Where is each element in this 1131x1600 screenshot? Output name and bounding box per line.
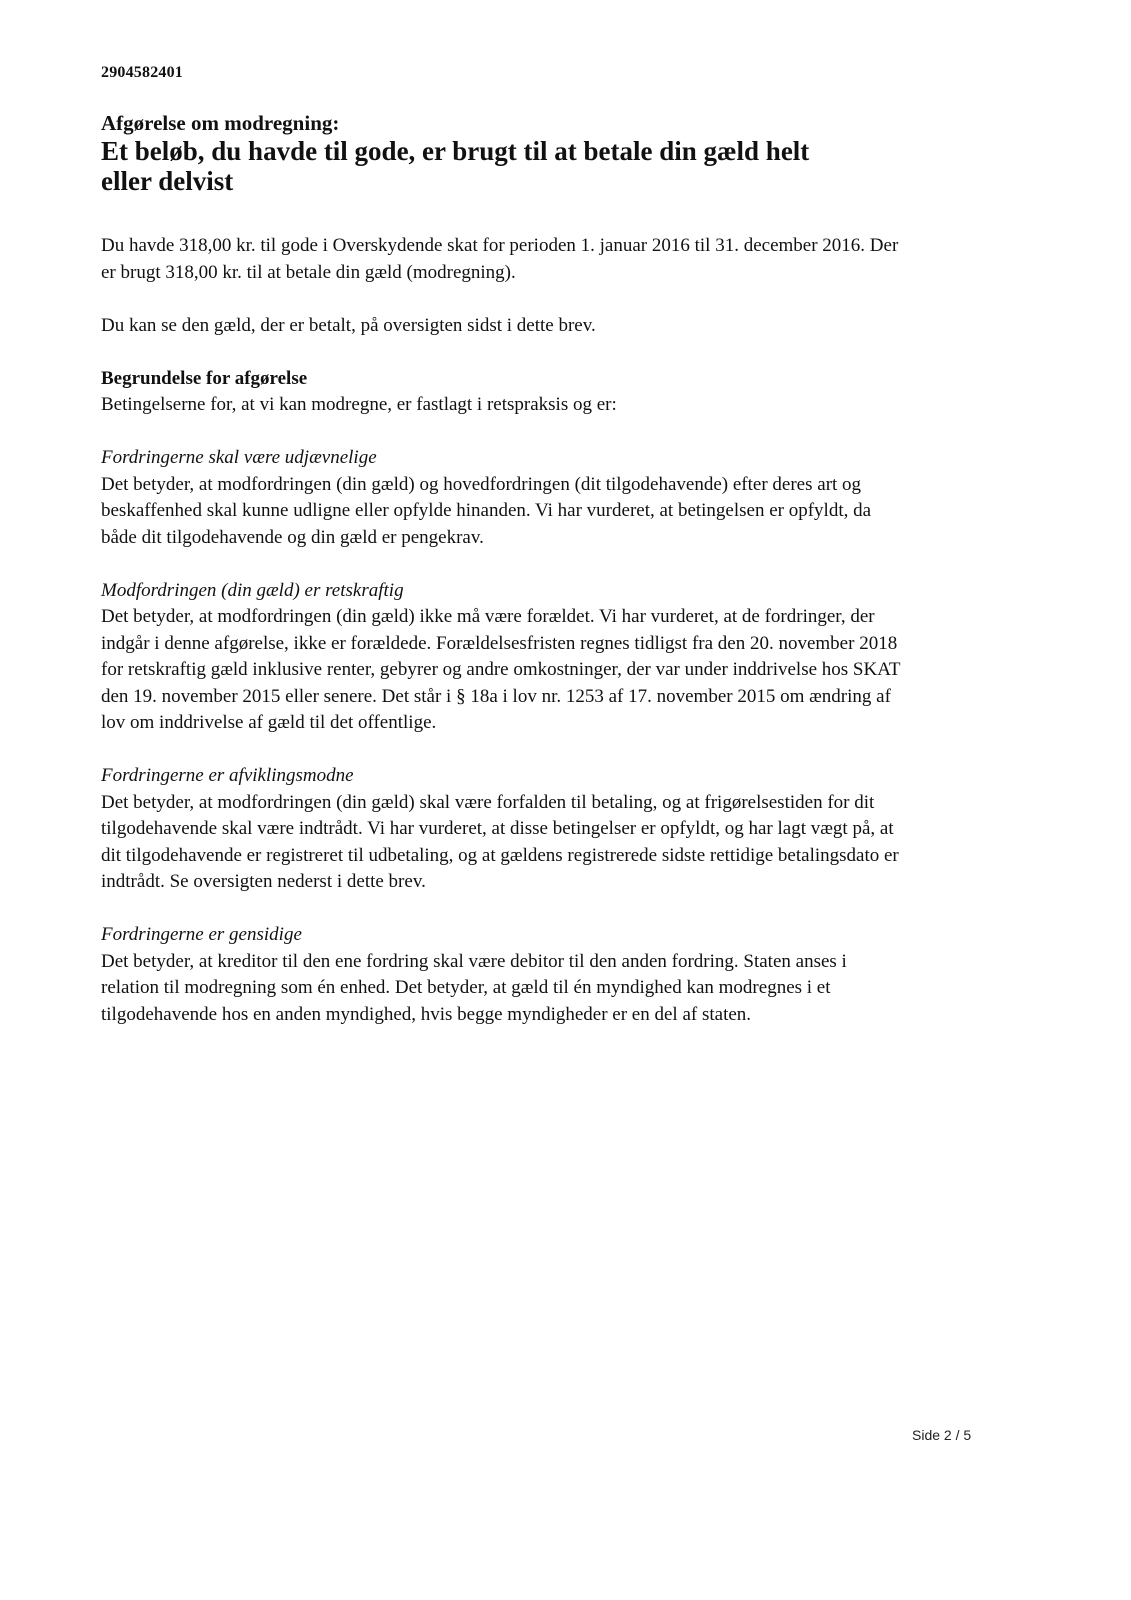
document-subtitle: Afgørelse om modregning: (101, 111, 340, 135)
intro-paragraph-overview: Du kan se den gæld, der er betalt, på oversigten sidst i dette brev. (101, 314, 596, 336)
document-id: 2904582401 (101, 64, 183, 81)
condition-title: Fordringerne skal være udjævnelige (101, 447, 377, 468)
condition-section-udjaevnelige (101, 445, 901, 551)
condition-title: Fordringerne er afviklingsmodne (101, 765, 354, 786)
condition-title: Fordringerne er gensidige (101, 924, 302, 945)
condition-section-retskraftig (101, 578, 901, 737)
condition-text: Det betyder, at modfordringen (din gæld) og hovedfordringen (dit tilgodehavende) efter deres art og beskaffenhed skal kunne udligne eller opfylde hinanden. Vi har vurderet, at betingelsen er opfyldt, da både dit tilgodehavende og din gæld er pengekrav. (101, 473, 872, 548)
reasoning-lead: Betingelserne for, at vi kan modregne, er fastlagt i retspraksis og er: (101, 394, 617, 415)
intro-paragraph-amount: Du havde 318,00 kr. til gode i Overskydende skat for perioden 1. januar 2016 til 31. december 2016. Der er brugt 318,00 kr. til at betale din gæld (modregning). (101, 235, 899, 283)
condition-text: Det betyder, at kreditor til den ene fordring skal være debitor til den anden fordring. Staten anses i relation til modregning som én enhed. Det betyder, at gæld til én myndighed kan modregnes i et tilgodehavende hos en anden myndighed, hvis begge myndigheder er en del af staten. (101, 950, 847, 1025)
document-body (101, 233, 901, 1055)
document-title-line-1: Et beløb, du havde til gode, er brugt til at betale din gæld helt (101, 136, 810, 166)
condition-section-gensidige (101, 922, 901, 1028)
reasoning-intro (101, 366, 901, 419)
condition-title: Modfordringen (din gæld) er retskraftig (101, 579, 404, 601)
reasoning-heading: Begrundelse for afgørelse (101, 367, 308, 389)
document-title-line-2: eller delvist (101, 166, 234, 196)
condition-text: Det betyder, at modfordringen (din gæld) skal være forfalden til betaling, og at frigørelsestiden for dit tilgodehavende skal være indtrådt. Vi har vurderet, at disse betingelser er opfyldt, og har lagt vægt på, at dit tilgodehavende er registreret til udbetaling, og at gældens registrerede sidste rettidige betalingsdato er indtrådt. Se oversigten nederst i dette brev. (101, 791, 899, 892)
condition-text: Det betyder, at modfordringen (din gæld) ikke må være forældet. Vi har vurderet, at de fordringer, der indgår i denne afgørelse, ikke er forældede. Forældelsesfristen regnes tidligst fra den 20. november 2018 for retskraftig gæld inklusive renter, gebyrer og andre omkostninger, der var under inddrivelse hos SKAT den 19. november 2015 eller senere. Det står i § 18a i lov nr. 1253 af 17. november 2015 om ændring af lov om inddrivelse af gæld til det offentlige. (101, 606, 901, 733)
condition-section-afviklingsmodne (101, 763, 901, 896)
page-number: Side 2 / 5 (912, 1427, 972, 1443)
document-header (101, 110, 921, 196)
